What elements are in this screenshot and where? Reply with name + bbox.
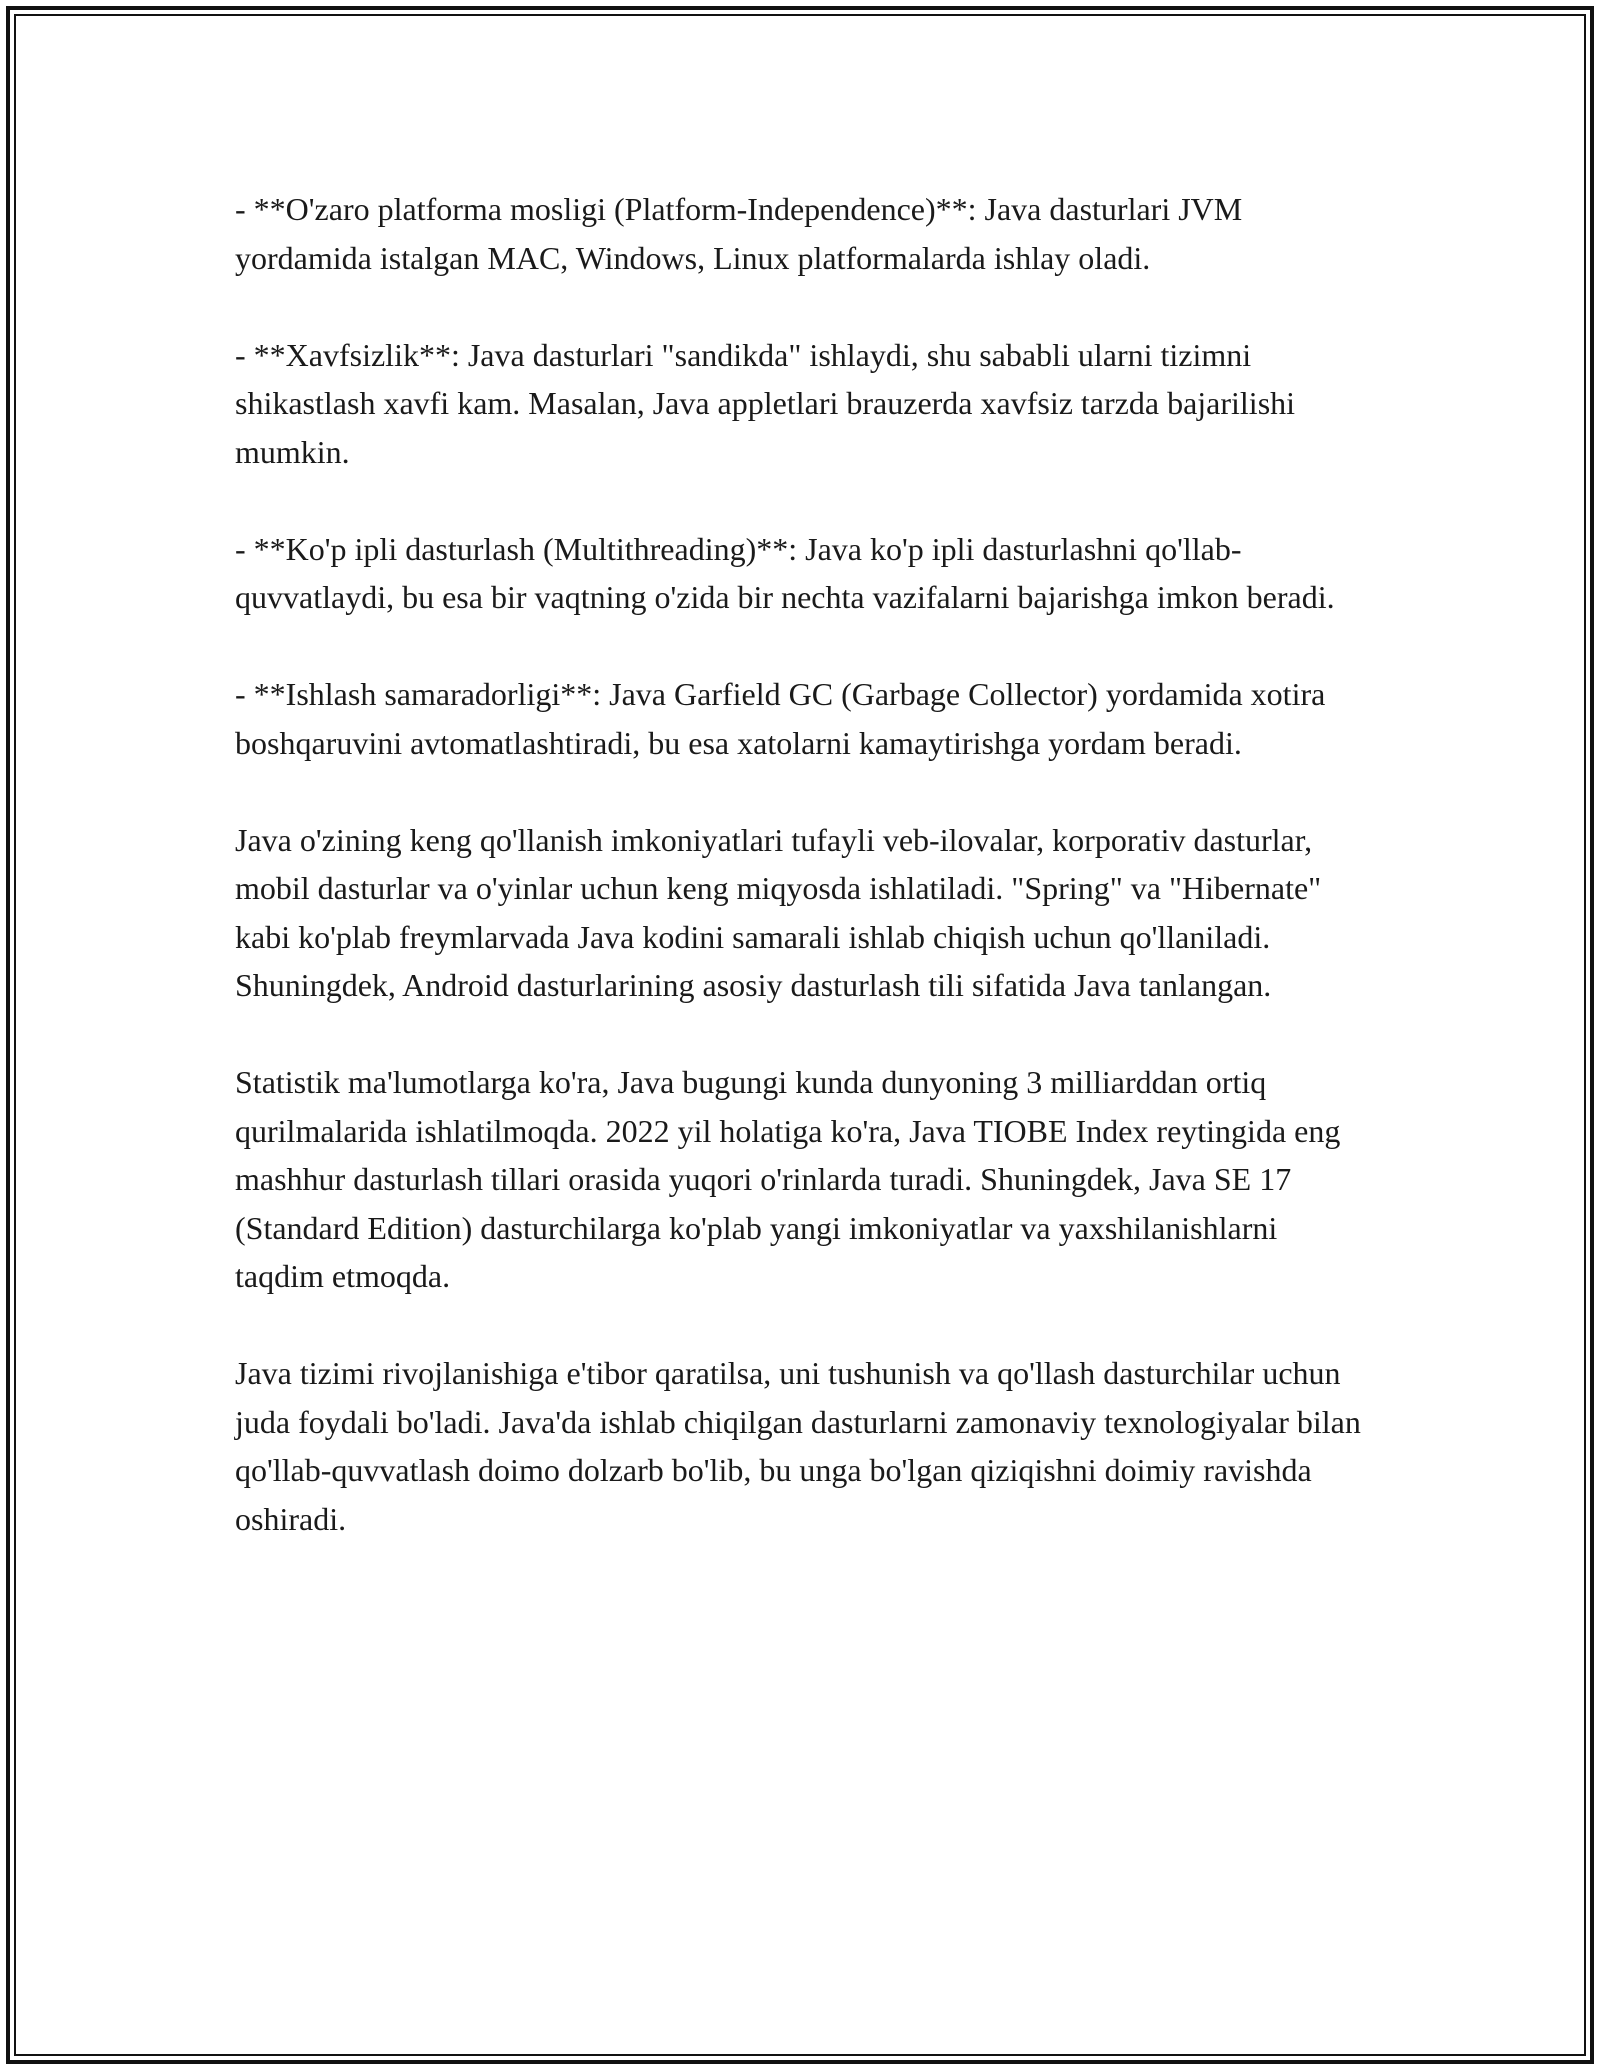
paragraph-conclusion: Java tizimi rivojlanishiga e'tibor qaratilsa, uni tushunish va qo'llash dasturchilar uchun juda foydali bo'ladi. Java'da ishlab chiqilgan dasturlarni zamonaviy texnologiyalar bilan qo'llab-quvvatlash doimo dolzarb bo'lib, bu unga bo'lgan qiziqishni doimiy ravishda oshiradi. [235, 1355, 1361, 1537]
paragraph-statistics: Statistik ma'lumotlarga ko'ra, Java bugungi kunda dunyoning 3 milliarddan ortiq qurilmalarida ishlatilmoqda. 2022 yil holatiga ko'ra, Java TIOBE Index reytingida eng mashhur dasturlash tillari orasida yuqori o'rinlarda turadi. Shuningdek, Java SE 17 (Standard Edition) dasturchilarga ko'plab yangi imkoniyatlar va yaxshilanishlarni taqdim etmoqda. [235, 1064, 1341, 1294]
document-body [235, 185, 1370, 1543]
bullet-multithreading: - **Ko'p ipli dasturlash (Multithreading)**: Java ko'p ipli dasturlashni qo'llab-quvvatlaydi, bu esa bir vaqtning o'zida bir nechta vazifalarni bajarishga imkon beradi. [235, 530, 1335, 615]
bullet-platform-independence: - **O'zaro platforma mosligi (Platform-Independence)**: Java dasturlari JVM yordamida istalgan MAC, Windows, Linux platformalarda ishlay oladi. [235, 191, 1243, 276]
bullet-performance: - **Ishlash samaradorligi**: Java Garfield GC (Garbage Collector) yordamida xotira boshqaruvini avtomatlashtiradi, bu esa xatolarni kamaytirishga yordam beradi. [235, 676, 1326, 761]
paragraph-usage: Java o'zining keng qo'llanish imkoniyatlari tufayli veb-ilovalar, korporativ dasturlar, mobil dasturlar va o'yinlar uchun keng miqyosda ishlatiladi. "Spring" va "Hibernate" kabi ko'plab freymlarvada Java kodini samarali ishlab chiqish uchun qo'llaniladi. Shuningdek, Android dasturlarining asosiy dasturlash tili sifatida Java tanlangan. [235, 821, 1322, 1003]
bullet-security: - **Xavfsizlik**: Java dasturlari "sandikda" ishlaydi, shu sababli ularni tizimni shikastlash xavfi kam. Masalan, Java appletlari brauzerda xavfsiz tarzda bajarilishi mumkin. [235, 336, 1296, 470]
